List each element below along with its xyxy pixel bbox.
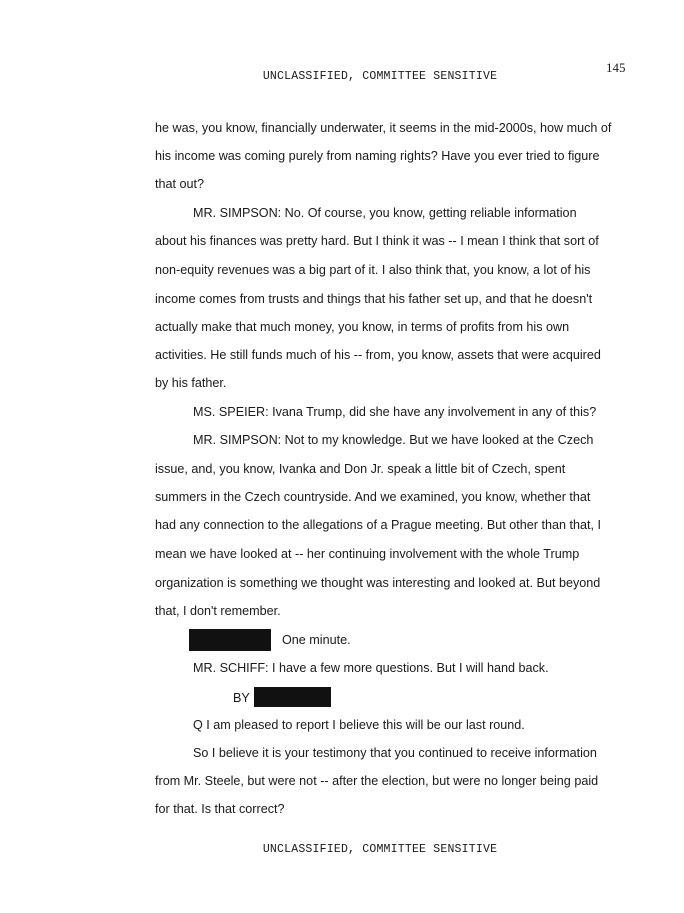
transcript-line: actually make that much money, you know, in terms of profits from his own — [155, 320, 570, 334]
transcript-line: non-equity revenues was a big part of it. I also think that, you know, a lot of his — [155, 263, 591, 277]
transcript-line: activities. He still funds much of his -- from, you know, assets that were acquired — [155, 348, 601, 362]
header-classification: UNCLASSIFIED, COMMITTEE SENSITIVE — [262, 70, 498, 83]
transcript-line: from Mr. Steele, but were not -- after the election, but were no longer being paid — [155, 774, 599, 788]
transcript-line: for that. Is that correct? — [155, 802, 285, 816]
transcript-line: MR. SCHIFF: I have a few more questions. But I will hand back. — [193, 661, 549, 675]
transcript-line: organization is something we thought was interesting and looked at. But beyond — [155, 576, 601, 590]
transcript-line: that out? — [155, 177, 205, 191]
transcript-line: by his father. — [155, 376, 227, 390]
footer-classification: UNCLASSIFIED, COMMITTEE SENSITIVE — [262, 843, 498, 856]
transcript-line: MS. SPEIER: Ivana Trump, did she have any involvement in any of this? — [193, 405, 597, 419]
transcript-line: One minute. — [282, 633, 351, 647]
transcript-line: had any connection to the allegations of a Prague meeting. But other than that, I — [155, 518, 601, 532]
transcript-line: issue, and, you know, Ivanka and Don Jr. speak a little bit of Czech, spent — [155, 462, 566, 476]
transcript-line: about his finances was pretty hard. But I think it was -- I mean I think that sort of — [155, 234, 599, 248]
page-number: 145 — [606, 60, 626, 75]
transcript-line: he was, you know, financially underwater, it seems in the mid-2000s, how much of — [155, 121, 612, 135]
transcript-line: So I believe it is your testimony that you continued to receive information — [193, 746, 597, 760]
transcript-line: MR. SIMPSON: No. Of course, you know, getting reliable information — [193, 206, 577, 220]
redaction-block — [189, 629, 271, 651]
transcript-line: MR. SIMPSON: Not to my knowledge. But we have looked at the Czech — [193, 433, 594, 447]
transcript-line: mean we have looked at -- her continuing involvement with the whole Trump — [155, 547, 580, 561]
transcript-line: income comes from trusts and things that his father set up, and that he doesn't — [155, 292, 593, 306]
transcript-line: his income was coming purely from naming rights? Have you ever tried to figure — [155, 149, 600, 163]
transcript-line: that, I don't remember. — [155, 604, 281, 618]
redaction-block — [254, 687, 331, 707]
transcript-line: summers in the Czech countryside. And we examined, you know, whether that — [155, 490, 591, 504]
transcript-line: Q I am pleased to report I believe this will be our last round. — [193, 718, 525, 732]
examiner-label: BY — [233, 691, 250, 705]
